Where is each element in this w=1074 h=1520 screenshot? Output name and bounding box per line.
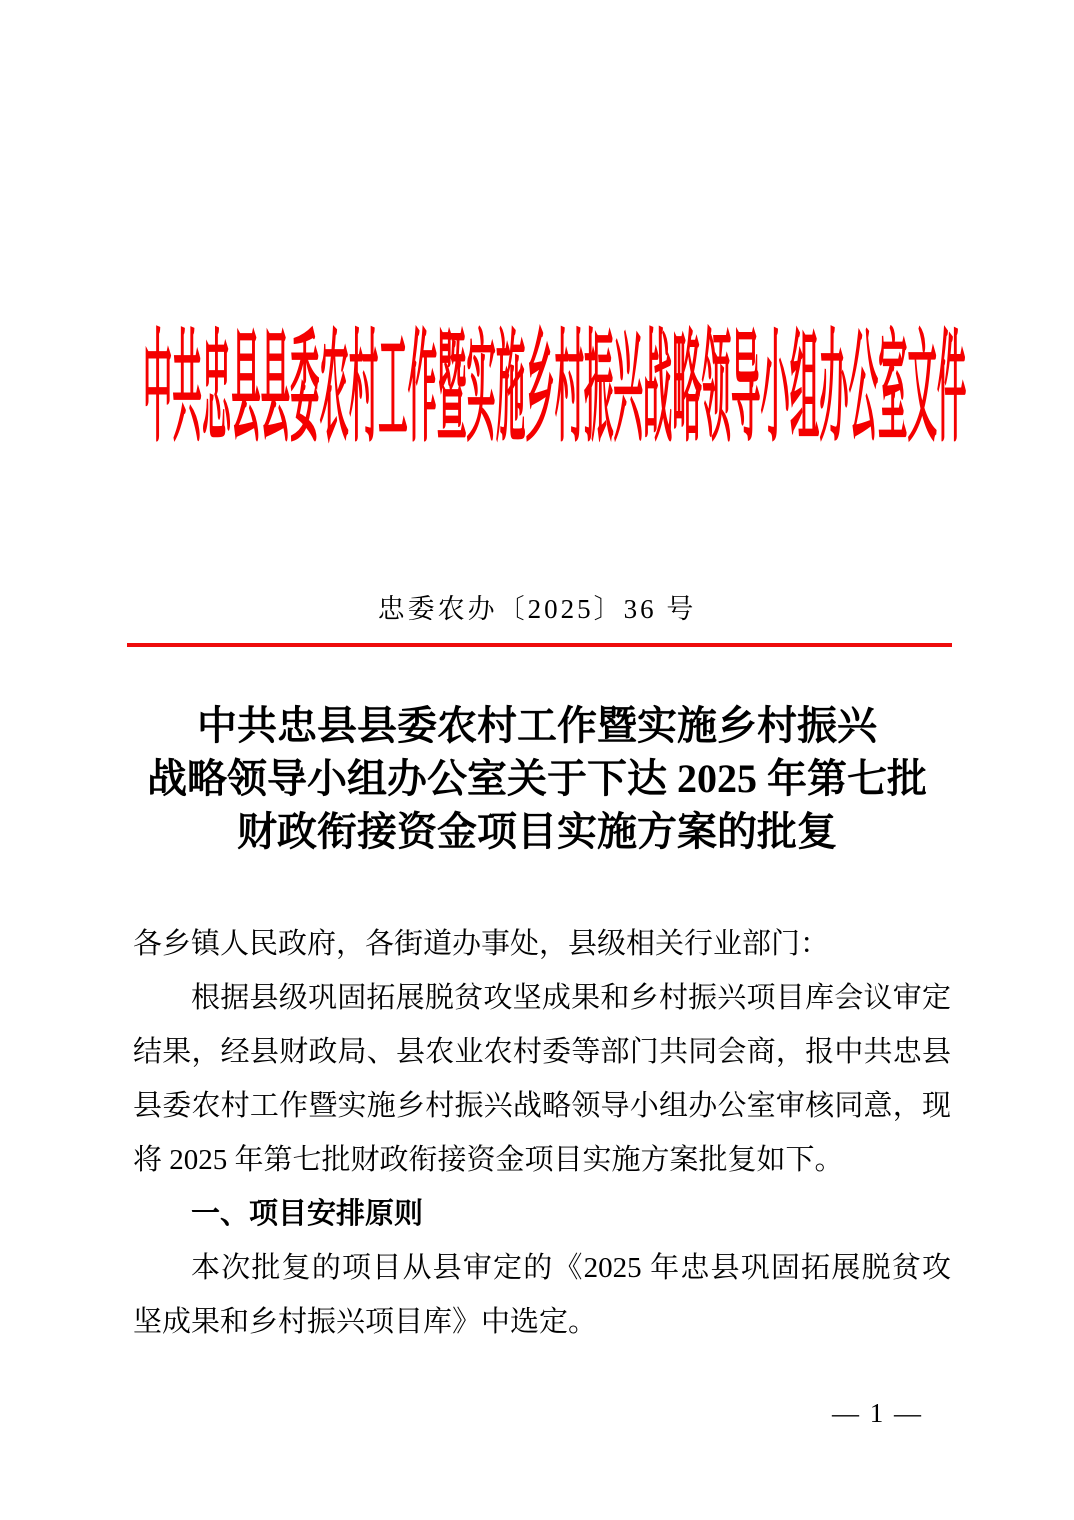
red-divider-line <box>127 643 952 647</box>
document-title <box>0 699 1074 858</box>
page-number: — 1 — <box>832 1398 923 1428</box>
body-paragraph-1: 根据县级巩固拓展脱贫攻坚成果和乡村振兴项目库会议审定结果，经县财政局、县农业农村委等部门共同会商，报中共忠县县委农村工作暨实施乡村振兴战略领导小组办公室审核同意，现将 2025 年第七批财政衔接资金项目实施方案批复如下。 <box>133 982 951 1176</box>
document-title-line-3: 财政衔接资金项目实施方案的批复 <box>237 809 837 854</box>
section-1-paragraph: 本次批复的项目从县审定的《2025 年忠县巩固拓展脱贫攻坚成果和乡村振兴项目库》中选定。 <box>133 1252 951 1338</box>
document-title-line-2: 战略领导小组办公室关于下达 2025 年第七批 <box>147 756 927 801</box>
document-number: 忠委农办〔2025〕36 号 <box>377 594 697 624</box>
issuing-authority-banner-text: 中共忠县县委农村工作暨实施乡村振兴战略领导小组办公室文件 <box>143 322 967 457</box>
document-body <box>133 917 951 1349</box>
salutation-line: 各乡镇人民政府，各街道办事处，县级相关行业部门： <box>133 928 830 960</box>
red-header-banner <box>0 322 1074 462</box>
document-title-line-1: 中共忠县县委农村工作暨实施乡村振兴 <box>197 703 877 748</box>
section-1-heading: 一、项目安排原则 <box>191 1198 424 1230</box>
